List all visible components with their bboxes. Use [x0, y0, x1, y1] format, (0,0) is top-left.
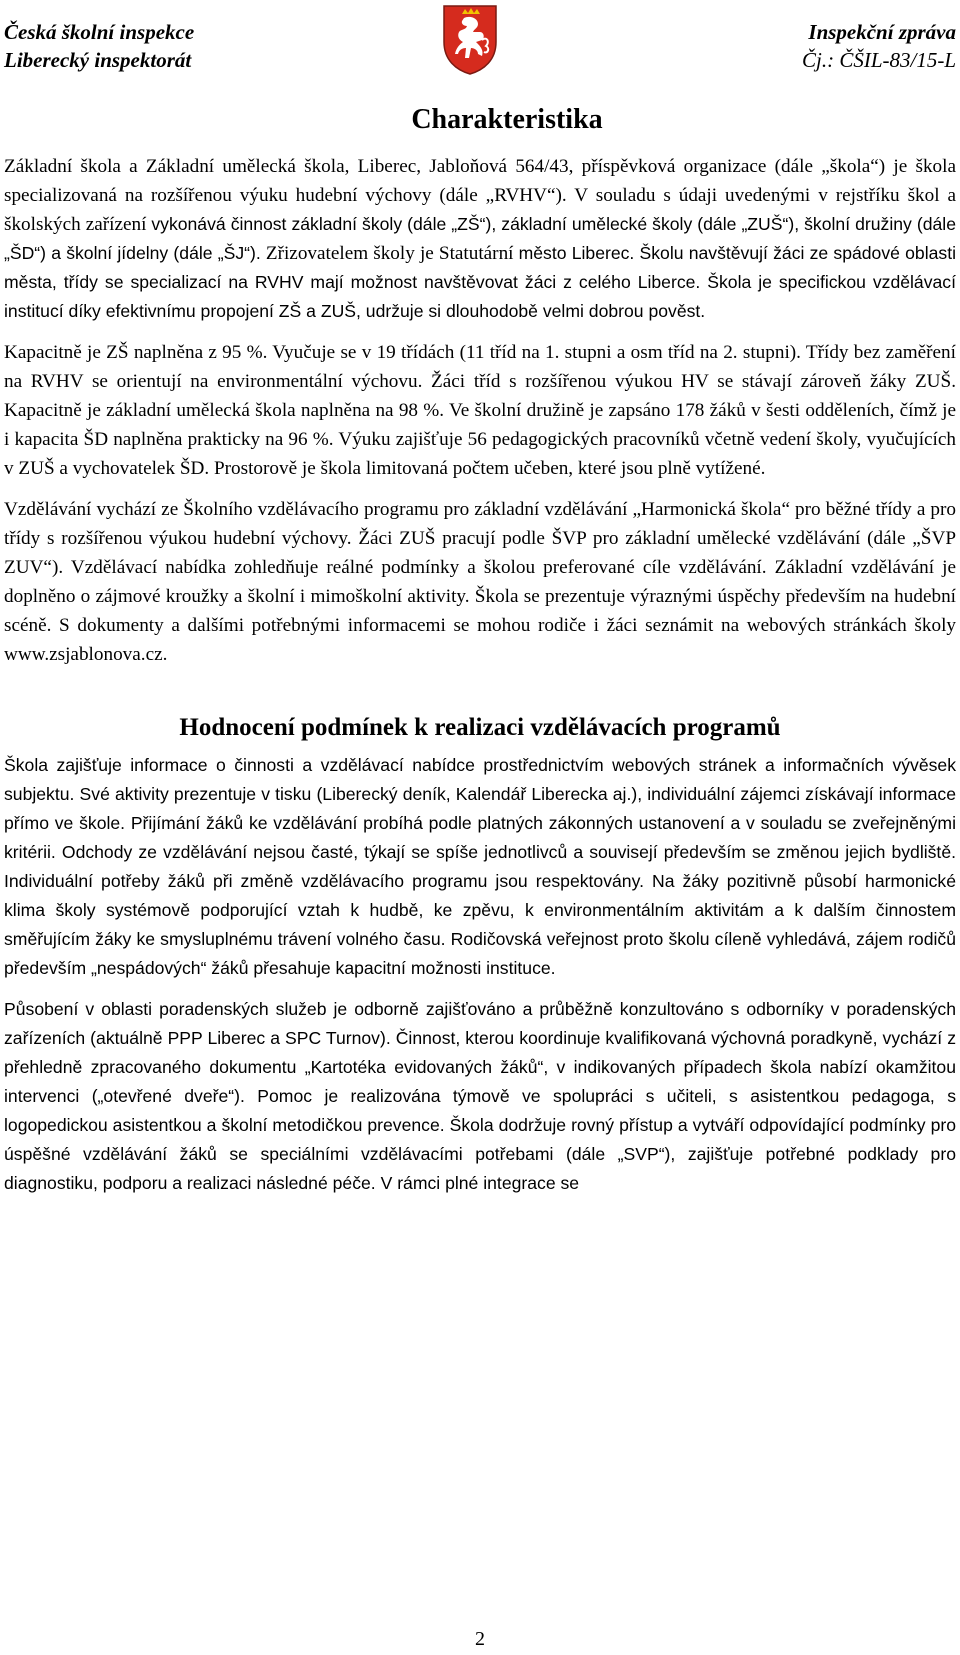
inspection-authority: Česká školní inspekce — [4, 20, 195, 44]
document-body — [4, 100, 956, 1210]
header-right — [802, 18, 956, 74]
paragraph-characteristics-2: Kapacitně je ZŠ naplněna z 95 %. Vyučuje se v 19 třídách (11 tříd na 1. stupni a osm tříd na 2. stupni). Třídy bez zaměření na RVHV se orientují na environmentální výchovu. Žáci tříd s rozšířenou výukou HV se stávají zároveň žáky ZUŠ. Kapacitně je základní umělecká škola naplněna na 98 %. Ve školní družině je zapsáno 178 žáků v šesti odděleních, čímž je i kapacita ŠD naplněna prakticky na 96 %. Výuku zajišťuje 56 pedagogických pracovníků včetně vedení školy, vyučujících v ZUŠ a vychovatelek ŠD. Prostorově je škola limitovaná počtem učeben, které jsou plně vytížené. — [4, 342, 956, 479]
paragraph-text: Zřizovatelem školy je Statutární — [260, 243, 519, 264]
regional-inspectorate: Liberecký inspektorát — [4, 48, 192, 72]
paragraph-conditions-2: Působení v oblasti poradenských služeb je odborně zajišťováno a průběžně konzultováno s odborníky v poradenských zařízeních (aktuálně PPP Liberec a SPC Turnov). Činnost, kterou koordinuje kvalifikovaná výchovná poradkyně, vychází z přehledně zpracovaného dokumentu „Kartotéka evidovaných žáků“, v indikovaných případech škola nabízí okamžitou intervenci („otevřené dveře“). Pomoc je realizována týmově ve spolupráci s učiteli, s asistentkou pedagoga, s logopedickou asistentkou a školní metodičkou prevence. Škola dodržuje rovný přístup a vytváří odpovídající podmínky pro úspěšné vzdělávání žáků se speciálními vzdělávacími potřebami (dále „SVP“), zajišťuje potřebné podklady pro diagnostiku, podporu a realizaci následné péče. V rámci plné integrace se — [4, 999, 956, 1193]
paragraph-characteristics-1 — [4, 152, 956, 326]
page-header — [0, 0, 960, 90]
paragraph-characteristics-3: Vzdělávání vychází ze Školního vzdělávacího programu pro základní vzdělávání „Harmonická škola“ pro běžné třídy a pro třídy s rozšířenou výukou hudební výchovy. Žáci ZUŠ pracují podle ŠVP pro základní umělecké vzdělávání (dále „ŠVP ZUV“). Vzdělávací nabídka zohledňuje reálné podmínky a školou preferované cíle vzdělávání. Základní vzdělávání je doplněno o zájmové kroužky a školní i mimoškolní aktivity. Škola se prezentuje výraznými úspěchy především na hudební scéně. S dokumenty a dalšími potřebnými informacemi se mohou rodiče i žáci seznámit na webových stránkách školy www.zsjablonova.cz. — [4, 499, 956, 665]
paragraph-conditions-1: Škola zajišťuje informace o činnosti a vzdělávací nabídce prostřednictvím webových stránek a informačních vývěsek subjektu. Své aktivity prezentuje v tisku (Liberecký deník, Kalendář Liberecka aj.), individuální zájemci získávají informace přímo ve škole. Přijímání žáků ke vzdělávání probíhá podle platných zákonných ustanovení a v souladu se zveřejněnými kritérii. Odchody ze vzdělávání nejsou časté, týkají se spíše jednotlivců a souvisejí především se změnou jejich bydliště. Individuální potřeby žáků při změně vzdělávacího programu jsou respektovány. Na žáky pozitivně působí harmonické klima školy systémově podporující vztah k hudbě, ke zpěvu, k environmentálním aktivitám a k dalším činnostem směřujícím žáky ke smysluplnému trávení volného času. Rodičovská veřejnost proto školu cíleně vyhledává, zájem rodičů především „nespádových“ žáků přesahuje kapacitní možnosti instituce. — [4, 755, 956, 978]
reference-number: Čj.: ČŠIL-83/15-L — [801, 48, 956, 72]
page-number: 2 — [475, 1628, 485, 1650]
report-type: Inspekční zpráva — [808, 20, 956, 44]
section-title-conditions: Hodnocení podmínek k realizaci vzdělávacích programů — [179, 714, 781, 741]
paragraph-text: vykonává činnost základní školy (dále „ZŠ“), základní umělecké školy (dále „ZUŠ“), školní družiny (dále „ŠD“) a školní jídelny (dále „ŠJ“). — [4, 214, 956, 263]
czech-lion-crest-icon — [440, 2, 500, 76]
paragraph-text: Základní škola a Základní umělecká škola, Liberec, Jabloňová 564/43, příspěvková organizace (dále „škola“) je škola specializovaná na rozšířenou výuku hudební výchovy (dále „RVHV“). V souladu s údaji uvedenými v rejstříku škol a školských zařízení — [4, 156, 956, 235]
header-left — [4, 18, 194, 74]
paragraph-text: město Liberec. Školu navštěvují žáci ze spádové oblasti města, třídy se specializací na RVHV mají možnost navštěvovat žáci z celého Liberce. Škola je specifickou vzdělávací institucí díky efektivnímu propojení ZŠ a ZUŠ, udržuje si dlouhodobě velmi dobrou pověst. — [4, 243, 956, 321]
section-title-characteristics: Charakteristika — [411, 104, 603, 135]
